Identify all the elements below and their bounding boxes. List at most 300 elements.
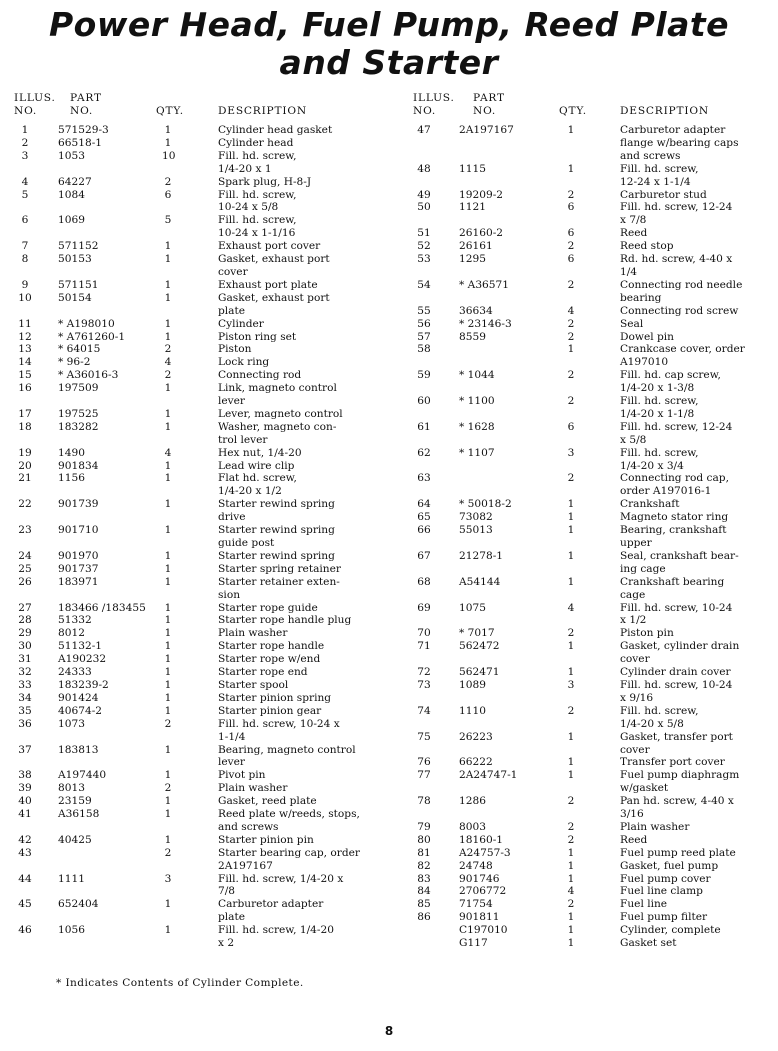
table-row	[14, 834, 392, 847]
cell-part-no: 571151	[58, 278, 99, 291]
cell-illus-no: 22	[18, 498, 32, 511]
cell-illus-no: 5	[21, 188, 29, 201]
cell-description: Piston ring set	[218, 330, 297, 343]
table-row	[14, 253, 392, 279]
header-qty: QTY.	[156, 105, 184, 117]
cell-illus-no: 29	[18, 627, 32, 640]
cell-description: Crankshaft bearing cage	[620, 575, 725, 601]
cell-part-no: 36634	[459, 304, 493, 317]
cell-description: Rd. hd. screw, 4-40 x 1/4	[620, 253, 733, 278]
cell-qty: 4	[567, 601, 575, 614]
cell-illus-no: 78	[417, 795, 431, 808]
cell-part-no: 21278-1	[459, 549, 504, 562]
cell-part-no: 1111	[58, 872, 85, 885]
table-row	[14, 873, 392, 899]
cell-description: Plain washer	[620, 820, 690, 833]
cell-part-no: 901710	[58, 524, 99, 537]
cell-part-no: 1156	[58, 472, 85, 485]
cell-part-no: 652404	[58, 898, 99, 911]
cell-illus-no: 46	[18, 924, 32, 937]
table-row	[413, 447, 768, 473]
table-row	[14, 653, 392, 666]
cell-illus-no: 37	[18, 743, 32, 756]
cell-part-no: 66222	[459, 756, 493, 769]
cell-part-no: 1295	[459, 253, 486, 266]
cell-illus-no: 19	[18, 446, 32, 459]
table-row	[413, 201, 768, 227]
table-row	[14, 692, 392, 705]
table-row	[14, 472, 392, 498]
table-row	[413, 937, 768, 950]
cell-part-no: 183466 /183455	[58, 601, 146, 614]
cell-description: Starter retainer exten- sion	[218, 575, 340, 601]
cell-part-no: 197509	[58, 382, 99, 395]
cell-part-no: 1490	[58, 446, 85, 459]
cell-illus-no: 41	[18, 808, 32, 821]
cell-qty: 1	[567, 549, 575, 562]
cell-illus-no: 42	[18, 833, 32, 846]
cell-description: Carburetor adapter plate	[218, 898, 324, 924]
cell-description: Fill. hd. screw, 1/4-20 x 7/8	[218, 872, 344, 898]
table-row	[14, 292, 392, 318]
cell-description: Starter rope handle plug	[218, 614, 352, 627]
cell-part-no: * A761260-1	[58, 330, 126, 343]
cell-description: Fuel line clamp	[620, 885, 703, 898]
cell-qty: 2	[567, 704, 575, 717]
table-row	[14, 176, 392, 189]
cell-description: Pan hd. screw, 4-40 x 3/16	[620, 795, 734, 821]
cell-qty: 1	[567, 769, 575, 782]
cell-qty: 2	[567, 188, 575, 201]
cell-description: Fuel line	[620, 898, 668, 911]
table-row	[413, 253, 768, 279]
cell-description: Gasket, cylinder drain cover	[620, 640, 740, 666]
cell-qty: 4	[164, 446, 172, 459]
cell-qty: 2	[567, 240, 575, 253]
table-row	[14, 408, 392, 421]
cell-description: Reed	[620, 227, 648, 240]
cell-part-no: 2A197167	[459, 124, 514, 136]
cell-qty: 2	[567, 395, 575, 408]
cell-qty: 6	[164, 188, 172, 201]
table-row	[14, 421, 392, 447]
table-body	[14, 124, 392, 950]
cell-illus-no: 73	[417, 678, 431, 691]
cell-qty: 1	[567, 666, 575, 679]
title-line-1: Power Head, Fuel Pump, Reed Plate	[48, 5, 730, 44]
cell-part-no: G117	[459, 937, 488, 950]
cell-illus-no: 76	[417, 756, 431, 769]
cell-illus-no: 15	[18, 369, 32, 382]
table-row	[14, 524, 392, 550]
table-row	[413, 898, 768, 911]
cell-illus-no: 21	[18, 472, 32, 485]
cell-illus-no: 62	[417, 446, 431, 459]
cell-illus-no: 71	[417, 640, 431, 653]
parts-table-left	[14, 92, 392, 950]
cell-part-no: 562471	[459, 666, 500, 679]
header-description: DESCRIPTION	[218, 105, 307, 117]
cell-description: Starter rope handle	[218, 640, 325, 653]
cell-qty: 2	[567, 627, 575, 640]
cell-description: Magneto stator ring	[620, 511, 729, 524]
cell-description: Fill. hd. screw, 10-24 x 5/8	[218, 188, 297, 214]
cell-description: Hex nut, 1/4-20	[218, 446, 302, 459]
cell-description: Bearing, magneto control lever	[218, 743, 356, 769]
cell-qty: 1	[164, 627, 172, 640]
table-row	[413, 163, 768, 189]
table-row	[14, 356, 392, 369]
cell-description: Starter rope w/end	[218, 653, 321, 666]
cell-part-no: 1110	[459, 704, 486, 717]
cell-part-no: 1053	[58, 149, 85, 162]
cell-description: Fill. hd. screw, 10-24 x 1-1/4	[218, 717, 340, 743]
cell-qty: 1	[567, 730, 575, 743]
cell-qty: 1	[567, 524, 575, 537]
cell-illus-no: 55	[417, 304, 431, 317]
cell-description: Lead wire clip	[218, 459, 295, 472]
cell-qty: 1	[164, 898, 172, 911]
cell-description: Dowel pin	[620, 330, 674, 343]
cell-qty: 3	[567, 678, 575, 691]
cell-part-no: * 1628	[459, 420, 495, 433]
table-row	[413, 124, 768, 163]
table-row	[413, 640, 768, 666]
cell-description: Starter pinion spring	[218, 691, 332, 704]
cell-part-no: 901737	[58, 562, 99, 575]
table-row	[413, 873, 768, 886]
cell-illus-no: 43	[18, 846, 32, 859]
cell-part-no: 1056	[58, 924, 85, 937]
cell-description: Lock ring	[218, 356, 270, 369]
cell-qty: 3	[567, 446, 575, 459]
table-row	[14, 679, 392, 692]
cell-qty: 1	[567, 343, 575, 356]
cell-part-no: 8559	[459, 330, 486, 343]
table-row	[413, 679, 768, 705]
cell-description: Connecting rod cap, order A197016-1	[620, 472, 729, 498]
cell-part-no: 1286	[459, 795, 486, 808]
table-row	[413, 627, 768, 640]
table-row	[413, 189, 768, 202]
cell-illus-no: 6	[21, 214, 29, 227]
cell-qty: 1	[164, 330, 172, 343]
cell-qty: 1	[164, 253, 172, 266]
cell-part-no: 901739	[58, 498, 99, 511]
cell-qty: 4	[164, 356, 172, 369]
cell-description: Fill. hd. screw, 12-24 x 5/8	[620, 420, 733, 446]
cell-description: Reed stop	[620, 240, 674, 253]
cell-description: Crankshaft	[620, 498, 680, 511]
cell-qty: 1	[567, 511, 575, 524]
table-row	[413, 821, 768, 834]
cell-part-no: * A36016-3	[58, 369, 119, 382]
table-row	[413, 227, 768, 240]
cell-description: Seal, crankshaft bear- ing cage	[620, 549, 739, 575]
cell-illus-no: 86	[417, 911, 431, 924]
cell-illus-no: 17	[18, 407, 32, 420]
cell-part-no: 571529-3	[58, 124, 109, 136]
cell-illus-no: 56	[417, 317, 431, 330]
cell-part-no: * A198010	[58, 317, 115, 330]
table-header	[413, 92, 768, 124]
cell-illus-no: 35	[18, 704, 32, 717]
table-row	[14, 150, 392, 176]
table-row	[14, 343, 392, 356]
table-row	[14, 847, 392, 873]
table-row	[14, 898, 392, 924]
cell-part-no: * 1044	[459, 369, 495, 382]
table-row	[14, 576, 392, 602]
table-row	[14, 498, 392, 524]
cell-illus-no: 66	[417, 524, 431, 537]
cell-description: Gasket, exhaust port plate	[218, 291, 330, 317]
cell-description: Gasket, exhaust port cover	[218, 253, 330, 278]
title-line-2: and Starter	[279, 43, 499, 82]
cell-part-no: 55013	[459, 524, 493, 537]
table-row	[14, 460, 392, 473]
cell-description: Starter rewind spring drive	[218, 498, 335, 524]
cell-description: Gasket set	[620, 937, 677, 950]
cell-description: Piston	[218, 343, 252, 356]
cell-description: Gasket, transfer port cover	[620, 730, 733, 756]
cell-description: Fill. hd. screw, 1/4-20 x 3/4	[620, 446, 699, 472]
cell-qty: 1	[164, 562, 172, 575]
table-row	[14, 124, 392, 137]
cell-qty: 1	[164, 472, 172, 485]
cell-qty: 1	[164, 498, 172, 511]
table-row	[14, 782, 392, 795]
cell-description: Fuel pump cover	[620, 872, 711, 885]
cell-illus-no: 83	[417, 872, 431, 885]
cell-description: Seal	[620, 317, 644, 330]
cell-qty: 1	[567, 924, 575, 937]
cell-illus-no: 31	[18, 653, 32, 666]
cell-qty: 1	[567, 498, 575, 511]
cell-qty: 1	[164, 601, 172, 614]
cell-description: Link, magneto control lever	[218, 382, 337, 408]
table-row	[14, 214, 392, 240]
table-row	[14, 137, 392, 150]
cell-part-no: 26160-2	[459, 227, 504, 240]
table-row	[14, 808, 392, 834]
cell-description: Starter bearing cap, order 2A197167	[218, 846, 360, 872]
cell-qty: 1	[164, 833, 172, 846]
cell-description: Flat hd. screw, 1/4-20 x 1/2	[218, 472, 297, 498]
cell-part-no: 562472	[459, 640, 500, 653]
cell-illus-no: 2	[21, 136, 29, 149]
cell-illus-no: 82	[417, 859, 431, 872]
cell-description: Bearing, crankshaft upper	[620, 524, 727, 549]
table-row	[413, 666, 768, 679]
cell-illus-no: 54	[417, 278, 431, 291]
cell-part-no: 1121	[459, 201, 486, 214]
cell-description: Cylinder	[218, 317, 264, 330]
cell-qty: 1	[164, 124, 172, 136]
cell-qty: 1	[164, 666, 172, 679]
cell-illus-no: 44	[18, 872, 32, 885]
cell-qty: 1	[164, 240, 172, 253]
cell-qty: 2	[164, 782, 172, 795]
header-part-no: PART NO.	[473, 92, 505, 117]
cell-part-no: 197525	[58, 407, 99, 420]
cell-description: Starter pinion pin	[218, 833, 314, 846]
cell-part-no: A24757-3	[459, 846, 511, 859]
table-row	[413, 731, 768, 757]
cell-part-no: 40425	[58, 833, 92, 846]
table-row	[413, 305, 768, 318]
cell-illus-no: 64	[417, 498, 431, 511]
cell-description: Fill. hd. screw, 1/4-20 x 1	[218, 149, 297, 175]
cell-qty: 2	[567, 330, 575, 343]
table-row	[413, 421, 768, 447]
cell-part-no: 901746	[459, 872, 500, 885]
table-row	[413, 769, 768, 795]
table-row	[413, 602, 768, 628]
cell-part-no: A197440	[58, 769, 107, 782]
cell-part-no: 1069	[58, 214, 85, 227]
cell-qty: 2	[164, 343, 172, 356]
cell-qty: 1	[164, 317, 172, 330]
cell-description: Fill. hd. screw, 10-24 x 9/16	[620, 678, 733, 704]
cell-description: Plain washer	[218, 782, 288, 795]
cell-illus-no: 70	[417, 627, 431, 640]
table-row	[14, 279, 392, 292]
header-description: DESCRIPTION	[620, 105, 709, 117]
cell-part-no: 26161	[459, 240, 493, 253]
cell-qty: 1	[164, 407, 172, 420]
cell-qty: 2	[164, 175, 172, 188]
cell-illus-no: 74	[417, 704, 431, 717]
table-row	[14, 382, 392, 408]
cell-illus-no: 60	[417, 395, 431, 408]
cell-illus-no: 1	[21, 124, 29, 136]
table-row	[413, 576, 768, 602]
cell-qty: 1	[164, 524, 172, 537]
cell-qty: 1	[567, 937, 575, 950]
table-row	[413, 331, 768, 344]
cell-description: Fill. hd. cap screw, 1/4-20 x 1-3/8	[620, 369, 721, 395]
cell-qty: 3	[164, 872, 172, 885]
cell-description: Gasket, reed plate	[218, 795, 317, 808]
cell-description: Fill. hd. screw, 10-24 x 1/2	[620, 601, 733, 627]
cell-qty: 1	[164, 678, 172, 691]
cell-qty: 1	[164, 640, 172, 653]
cell-description: Spark plug, H-8-J	[218, 175, 312, 188]
cell-qty: 1	[567, 859, 575, 872]
cell-illus-no: 58	[417, 343, 431, 356]
cell-illus-no: 72	[417, 666, 431, 679]
cell-qty: 1	[164, 614, 172, 627]
cell-illus-no: 11	[18, 317, 32, 330]
cell-illus-no: 25	[18, 562, 32, 575]
cell-description: Fuel pump filter	[620, 911, 708, 924]
table-row	[413, 756, 768, 769]
cell-part-no: 2A24747-1	[459, 769, 518, 782]
cell-description: Cylinder head gasket	[218, 124, 333, 136]
table-row	[14, 744, 392, 770]
cell-part-no: 50154	[58, 291, 92, 304]
cell-part-no: 1073	[58, 717, 85, 730]
cell-part-no: 183813	[58, 743, 99, 756]
cell-illus-no: 32	[18, 666, 32, 679]
cell-description: Cylinder head	[218, 136, 294, 149]
cell-description: Starter rewind spring	[218, 549, 335, 562]
cell-illus-no: 20	[18, 459, 32, 472]
header-illus-no: ILLUS. NO.	[14, 92, 56, 117]
cell-description: Starter rewind spring guide post	[218, 524, 335, 549]
cell-qty: 2	[164, 369, 172, 382]
cell-qty: 1	[567, 872, 575, 885]
cell-part-no: 901834	[58, 459, 99, 472]
table-row	[14, 640, 392, 653]
cell-qty: 1	[164, 136, 172, 149]
cell-qty: 2	[164, 846, 172, 859]
cell-qty: 5	[164, 214, 172, 227]
cell-qty: 2	[567, 278, 575, 291]
cell-part-no: 51132-1	[58, 640, 103, 653]
table-row	[413, 279, 768, 305]
cell-description: Fill. hd. screw, 1/4-20 x 1-1/8	[620, 395, 699, 420]
cell-qty: 1	[164, 743, 172, 756]
cell-qty: 1	[567, 756, 575, 769]
cell-part-no: 901970	[58, 549, 99, 562]
table-header	[14, 92, 392, 124]
cell-description: Lever, magneto control	[218, 407, 343, 420]
cell-qty: 2	[567, 369, 575, 382]
cell-illus-no: 10	[18, 291, 32, 304]
cell-qty: 1	[164, 278, 172, 291]
cell-illus-no: 4	[21, 175, 29, 188]
cell-illus-no: 36	[18, 717, 32, 730]
cell-illus-no: 67	[417, 549, 431, 562]
cell-description: Gasket, fuel pump	[620, 859, 719, 872]
cell-qty: 1	[164, 704, 172, 717]
cell-qty: 6	[567, 253, 575, 266]
cell-part-no: 40674-2	[58, 704, 103, 717]
cell-qty: 1	[567, 640, 575, 653]
cell-illus-no: 24	[18, 549, 32, 562]
cell-qty: 1	[164, 420, 172, 433]
cell-qty: 2	[567, 317, 575, 330]
cell-qty: 2	[567, 820, 575, 833]
cell-qty: 1	[567, 911, 575, 924]
cell-part-no: 901424	[58, 691, 99, 704]
cell-qty: 2	[567, 898, 575, 911]
cell-description: Starter spring retainer	[218, 562, 341, 575]
cell-illus-no: 51	[417, 227, 431, 240]
cell-part-no: * 1107	[459, 446, 495, 459]
cell-illus-no: 84	[417, 885, 431, 898]
cell-illus-no: 3	[21, 149, 29, 162]
cell-qty: 1	[567, 575, 575, 588]
cell-illus-no: 85	[417, 898, 431, 911]
cell-part-no: C197010	[459, 924, 508, 937]
cell-illus-no: 75	[417, 730, 431, 743]
page-title	[0, 6, 778, 82]
cell-part-no: 183971	[58, 575, 99, 588]
cell-qty: 4	[567, 304, 575, 317]
table-row	[413, 511, 768, 524]
table-row	[413, 911, 768, 924]
cell-description: Fill. hd. screw, 1/4-20 x 5/8	[620, 704, 699, 730]
cell-illus-no: 61	[417, 420, 431, 433]
cell-illus-no: 53	[417, 253, 431, 266]
cell-qty: 6	[567, 201, 575, 214]
table-row	[413, 343, 768, 369]
header-part-no: PART NO.	[70, 92, 102, 117]
cell-description: Fill. hd. screw, 1/4-20 x 2	[218, 924, 334, 950]
